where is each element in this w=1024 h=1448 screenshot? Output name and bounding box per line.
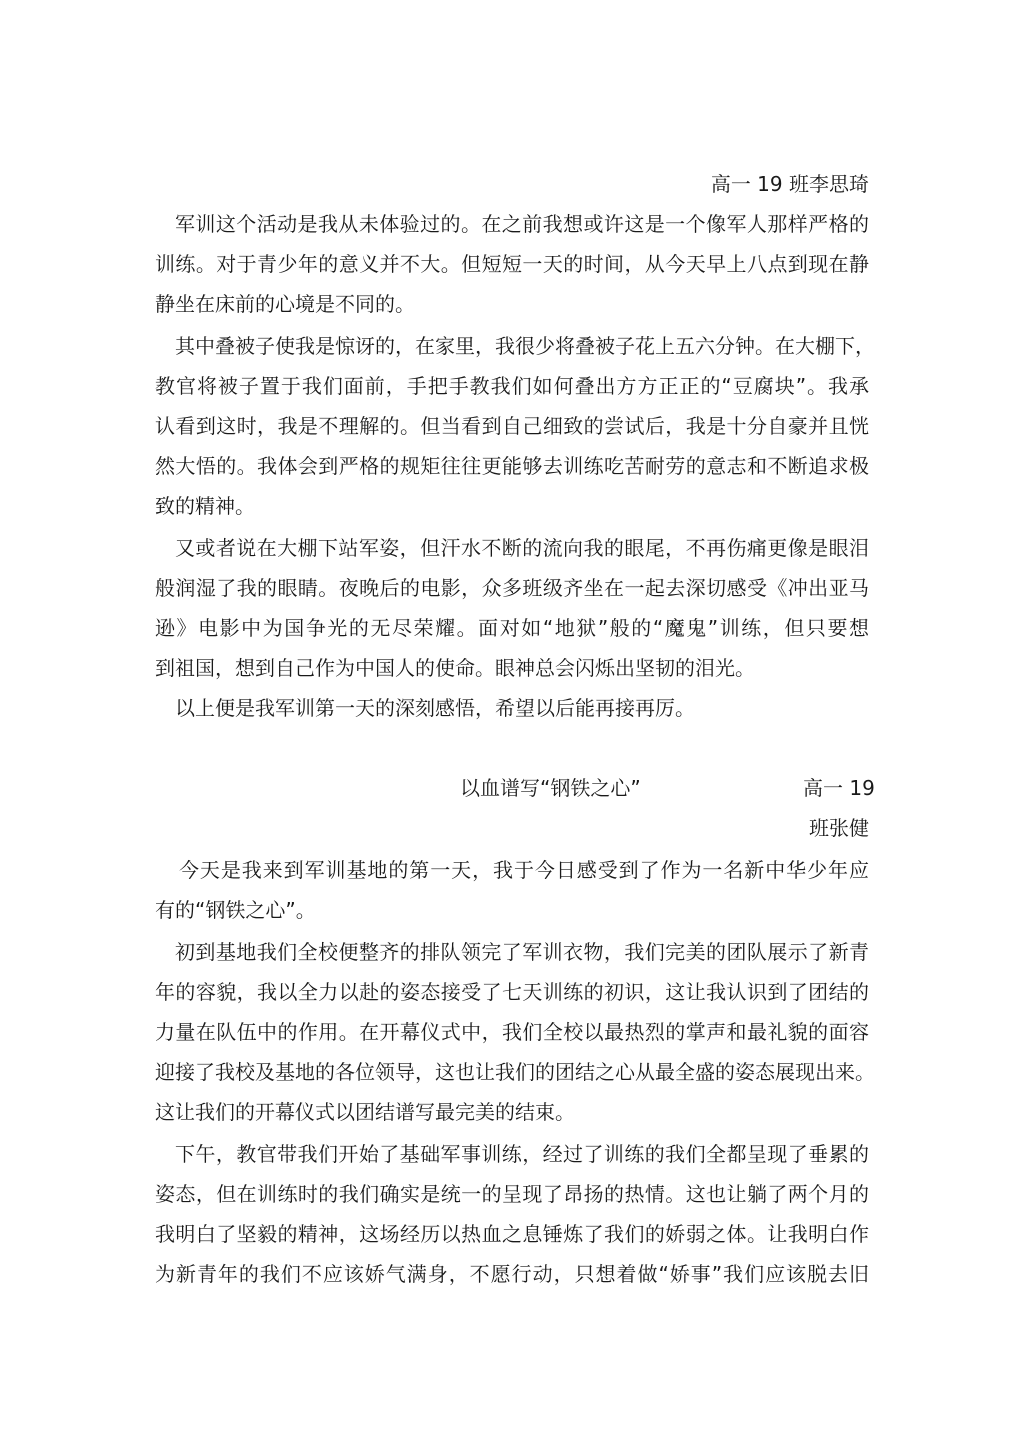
essay1-line-12: 到祖国，想到自己作为中国人的使命。眼神总会闪烁出坚韧的泪光。	[155, 656, 755, 680]
essay2-line-11: 为新青年的我们不应该娇气满身，不愿行动，只想着做“娇事”我们应该脱去旧	[155, 1262, 869, 1286]
essay2-line-1: 今天是我来到军训基地的第一天，我于今日感受到了作为一名新中华少年应	[179, 858, 869, 882]
essay2-line-10: 我明白了坚毅的精神，这场经历以热血之息锤炼了我们的娇弱之体。让我明白作	[155, 1222, 869, 1246]
essay1-line-10: 般润湿了我的眼睛。夜晚后的电影，众多班级齐坐在一起去深切感受《冲出亚马	[155, 576, 869, 600]
essay1-line-7: 然大悟的。我体会到严格的规矩往往更能够去训练吃苦耐劳的意志和不断追求极	[155, 454, 869, 478]
essay2-line-3: 初到基地我们全校便整齐的排队领完了军训衣物，我们完美的团队展示了新青	[175, 940, 869, 964]
essay1-line-6: 认看到这时，我是不理解的。但当看到自己细致的尝试后，我是十分自豪并且恍	[155, 414, 869, 438]
essay2-line-5: 力量在队伍中的作用。在开幕仪式中，我们全校以最热烈的掌声和最礼貌的面容	[155, 1020, 869, 1044]
essay1-line-11: 逊》电影中为国争光的无尽荣耀。面对如“地狱”般的“魔鬼”训练，但只要想	[155, 616, 869, 640]
essay2-author-line-1: 高一 19	[803, 776, 875, 800]
essay1-line-4: 其中叠被子使我是惊讶的，在家里，我很少将叠被子花上五六分钟。在大棚下，	[175, 334, 875, 358]
essay1-line-1: 军训这个活动是我从未体验过的。在之前我想或许这是一个像军人那样严格的	[175, 212, 869, 236]
essay1-line-5: 教官将被子置于我们面前，手把手教我们如何叠出方方正正的“豆腐块”。我承	[155, 374, 869, 398]
essay1-author: 高一 19 班李思琦	[710, 172, 869, 196]
essay2-line-6: 迎接了我校及基地的各位领导，这也让我们的团结之心从最全盛的姿态展现出来。	[155, 1060, 875, 1084]
essay1-line-3: 静坐在床前的心境是不同的。	[155, 292, 415, 316]
essay1-line-9: 又或者说在大棚下站军姿，但汗水不断的流向我的眼尾，不再伤痛更像是眼泪	[175, 536, 869, 560]
essay2-line-7: 这让我们的开幕仪式以团结谱写最完美的结束。	[155, 1100, 575, 1124]
essay1-line-2: 训练。对于青少年的意义并不大。但短短一天的时间，从今天早上八点到现在静	[155, 252, 869, 276]
essay2-line-4: 年的容貌，我以全力以赴的姿态接受了七天训练的初识，这让我认识到了团结的	[155, 980, 869, 1004]
essay1-line-13: 以上便是我军训第一天的深刻感悟，希望以后能再接再厉。	[175, 696, 695, 720]
essay2-line-9: 姿态，但在训练时的我们确实是统一的呈现了昂扬的热情。这也让躺了两个月的	[155, 1182, 869, 1206]
document-page	[155, 0, 875, 1448]
essay1-line-8: 致的精神。	[155, 494, 255, 518]
essay2-line-2: 有的“钢铁之心”。	[155, 898, 316, 922]
essay2-author-line-2: 班张健	[809, 816, 869, 840]
essay2-line-8: 下午，教官带我们开始了基础军事训练，经过了训练的我们全都呈现了垂累的	[175, 1142, 869, 1166]
essay2-title: 以血谱写“钢铁之心”	[460, 776, 641, 800]
